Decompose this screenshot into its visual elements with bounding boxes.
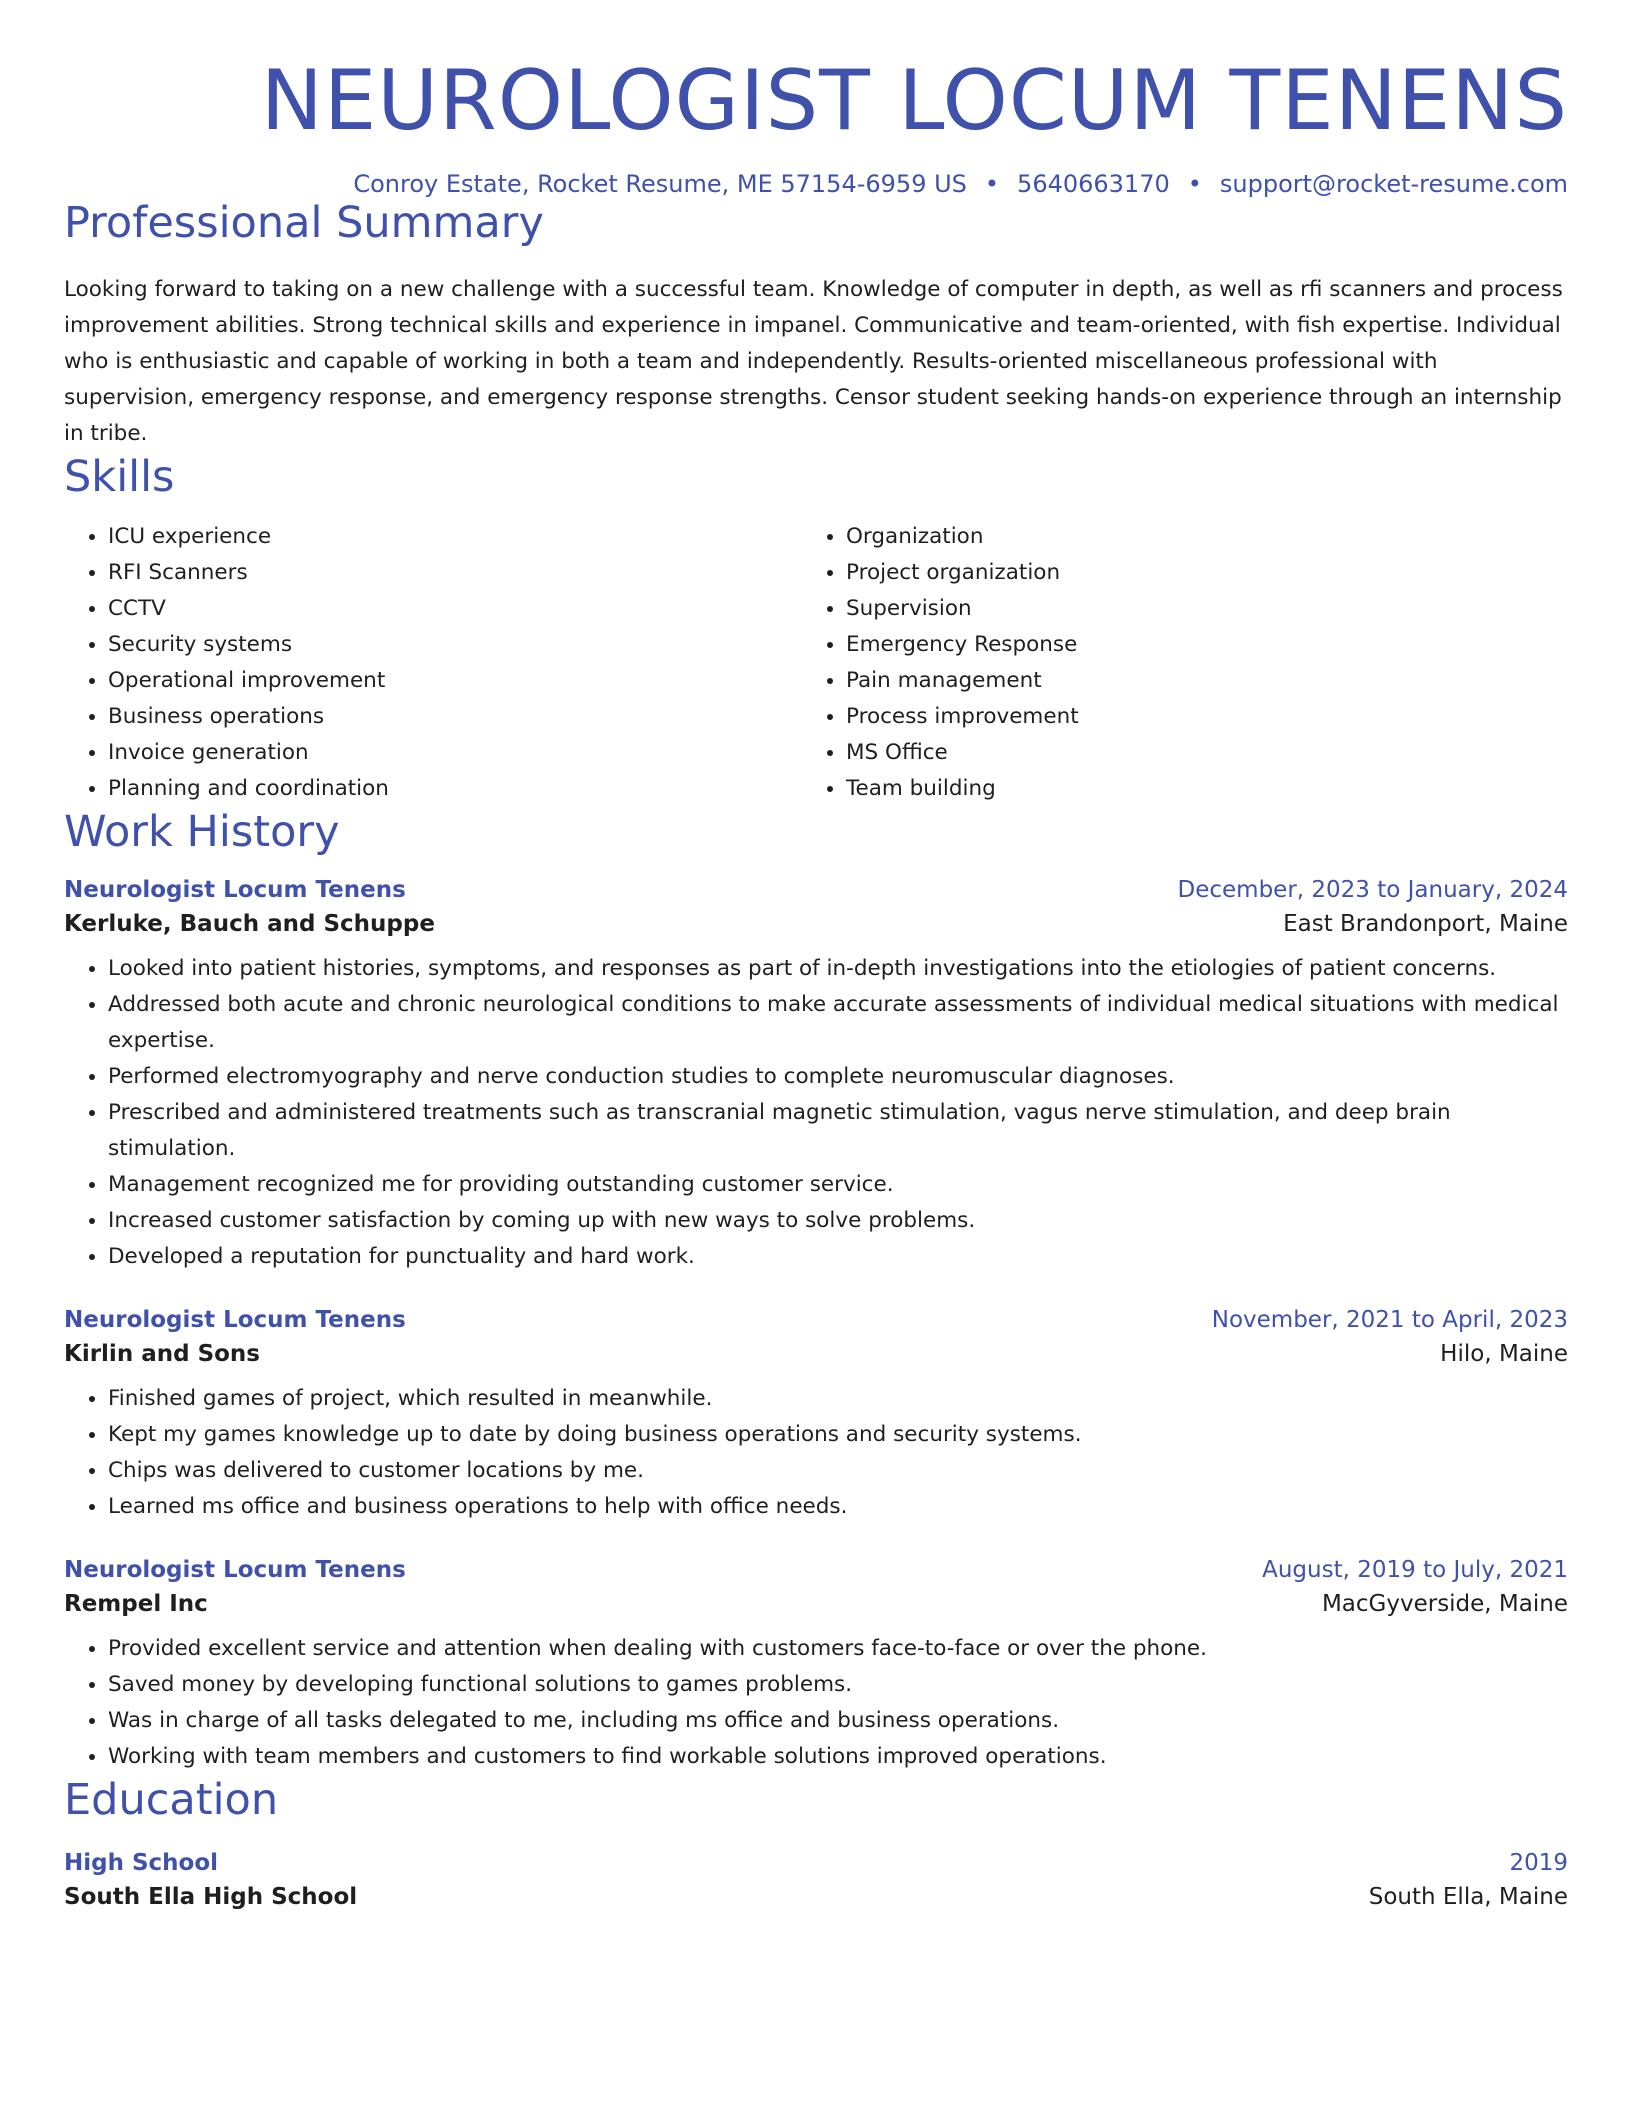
skill-item: • RFI Scanners [108,555,802,591]
skill-item: • Operational improvement [108,663,802,699]
contact-email: support@rocket-resume.com [1219,169,1568,198]
skill-item: • Process improvement [846,699,1568,735]
skill-item: • Pain management [846,663,1568,699]
job-dates: November, 2021 to April, 2023 [1211,1306,1568,1333]
job-bullet: • Kept my games knowledge up to date by doing business operations and security systems. [108,1417,1568,1453]
section-title-summary: Professional Summary [64,197,544,248]
skill-item: • Security systems [108,627,802,663]
job-dates: August, 2019 to July, 2021 [1262,1556,1568,1583]
job-role: Neurologist Locum Tenens [64,876,406,903]
education-location: South Ella, Maine [1368,1884,1568,1911]
section-title-education: Education [64,1774,279,1825]
summary-text: Looking forward to taking on a new challenge with a successful team. Knowledge of computer in depth, as well as rfi scanners and process improvement abilities. Strong technical skills and experience in impanel. Communicative and team-oriented, with fish expertise. Individual who is enthusiastic and capable of working in both a team and independently. Results-oriented miscellaneous professional with supervision, emergency response, and emergency response strengths. Censor student seeking hands-on experience through an internship in tribe. [64,276,1563,446]
contact-line [64,170,1568,198]
job-bullet: • Learned ms office and business operations to help with office needs. [108,1489,1568,1525]
job-bullet: • Finished games of project, which resulted in meanwhile. [108,1381,1568,1417]
skill-item: • Invoice generation [108,735,802,771]
summary-section [64,198,1568,452]
job-entry [64,1307,1568,1525]
job-bullet: • Performed electromyography and nerve conduction studies to complete neuromuscular diagnoses. [108,1059,1568,1095]
job-bullet: • Management recognized me for providing outstanding customer service. [108,1167,1568,1203]
job-bullets [64,1381,1568,1525]
contact-separator: • [984,169,1000,198]
education-year: 2019 [1509,1850,1568,1877]
job-bullet: • Developed a reputation for punctuality and hard work. [108,1239,1568,1275]
skills-list-left [64,519,802,807]
skill-item: • Business operations [108,699,802,735]
skill-item: • Project organization [846,555,1568,591]
job-bullets [64,951,1568,1275]
section-title-work-history: Work History [64,807,340,858]
job-bullet: • Working with team members and customers to find workable solutions improved operations. [108,1739,1568,1775]
skills-list-right [802,519,1568,807]
work-history-section [64,807,1568,1775]
section-title-skills: Skills [64,451,175,502]
job-bullet: • Saved money by developing functional solutions to games problems. [108,1667,1568,1703]
job-dates: December, 2023 to January, 2024 [1177,876,1568,903]
skill-item: • Supervision [846,591,1568,627]
skill-item: • Planning and coordination [108,771,802,807]
job-bullet: • Was in charge of all tasks delegated to me, including ms office and business operations. [108,1703,1568,1739]
job-entry [64,877,1568,1275]
job-role: Neurologist Locum Tenens [64,1556,406,1583]
resume-name: NEUROLOGIST LOCUM TENENS [260,52,1568,149]
skills-section [64,452,1568,808]
skill-item: • Emergency Response [846,627,1568,663]
job-location: Hilo, Maine [1440,1340,1568,1367]
skills-columns [64,519,1568,807]
job-bullet: • Chips was delivered to customer locations by me. [108,1453,1568,1489]
job-bullet: • Provided excellent service and attention when dealing with customers face-to-face or over the phone. [108,1631,1568,1667]
skill-item: • MS Office [846,735,1568,771]
job-entry [64,1557,1568,1775]
job-company: Kirlin and Sons [64,1340,260,1367]
job-bullets [64,1631,1568,1775]
skill-item: • Organization [846,519,1568,555]
job-location: MacGyverside, Maine [1321,1590,1568,1617]
job-company: Kerluke, Bauch and Schuppe [64,910,435,937]
contact-address: Conroy Estate, Rocket Resume, ME 57154-6959 US [353,169,967,198]
job-bullet: • Prescribed and administered treatments such as transcranial magnetic stimulation, vagus nerve stimulation, and deep brain stimulation. [108,1095,1568,1167]
education-degree: High School [64,1850,219,1877]
job-role: Neurologist Locum Tenens [64,1306,406,1333]
job-location: East Brandonport, Maine [1283,910,1568,937]
job-company: Rempel Inc [64,1590,208,1617]
skill-item: • Team building [846,771,1568,807]
education-section [64,1775,1568,1911]
contact-separator: • [1187,169,1202,198]
job-bullet: • Looked into patient histories, symptoms, and responses as part of in-depth investigations into the etiologies of patient concerns. [108,951,1568,987]
skill-item: • ICU experience [108,519,802,555]
job-bullet: • Increased customer satisfaction by coming up with new ways to solve problems. [108,1203,1568,1239]
contact-phone: 5640663170 [1017,169,1170,198]
job-bullet: • Addressed both acute and chronic neurological conditions to make accurate assessments of individual medical situations with medical expertise. [108,987,1568,1059]
resume-header [64,0,1568,198]
education-school: South Ella High School [64,1884,358,1911]
skill-item: • CCTV [108,591,802,627]
education-entry [64,1850,1568,1910]
